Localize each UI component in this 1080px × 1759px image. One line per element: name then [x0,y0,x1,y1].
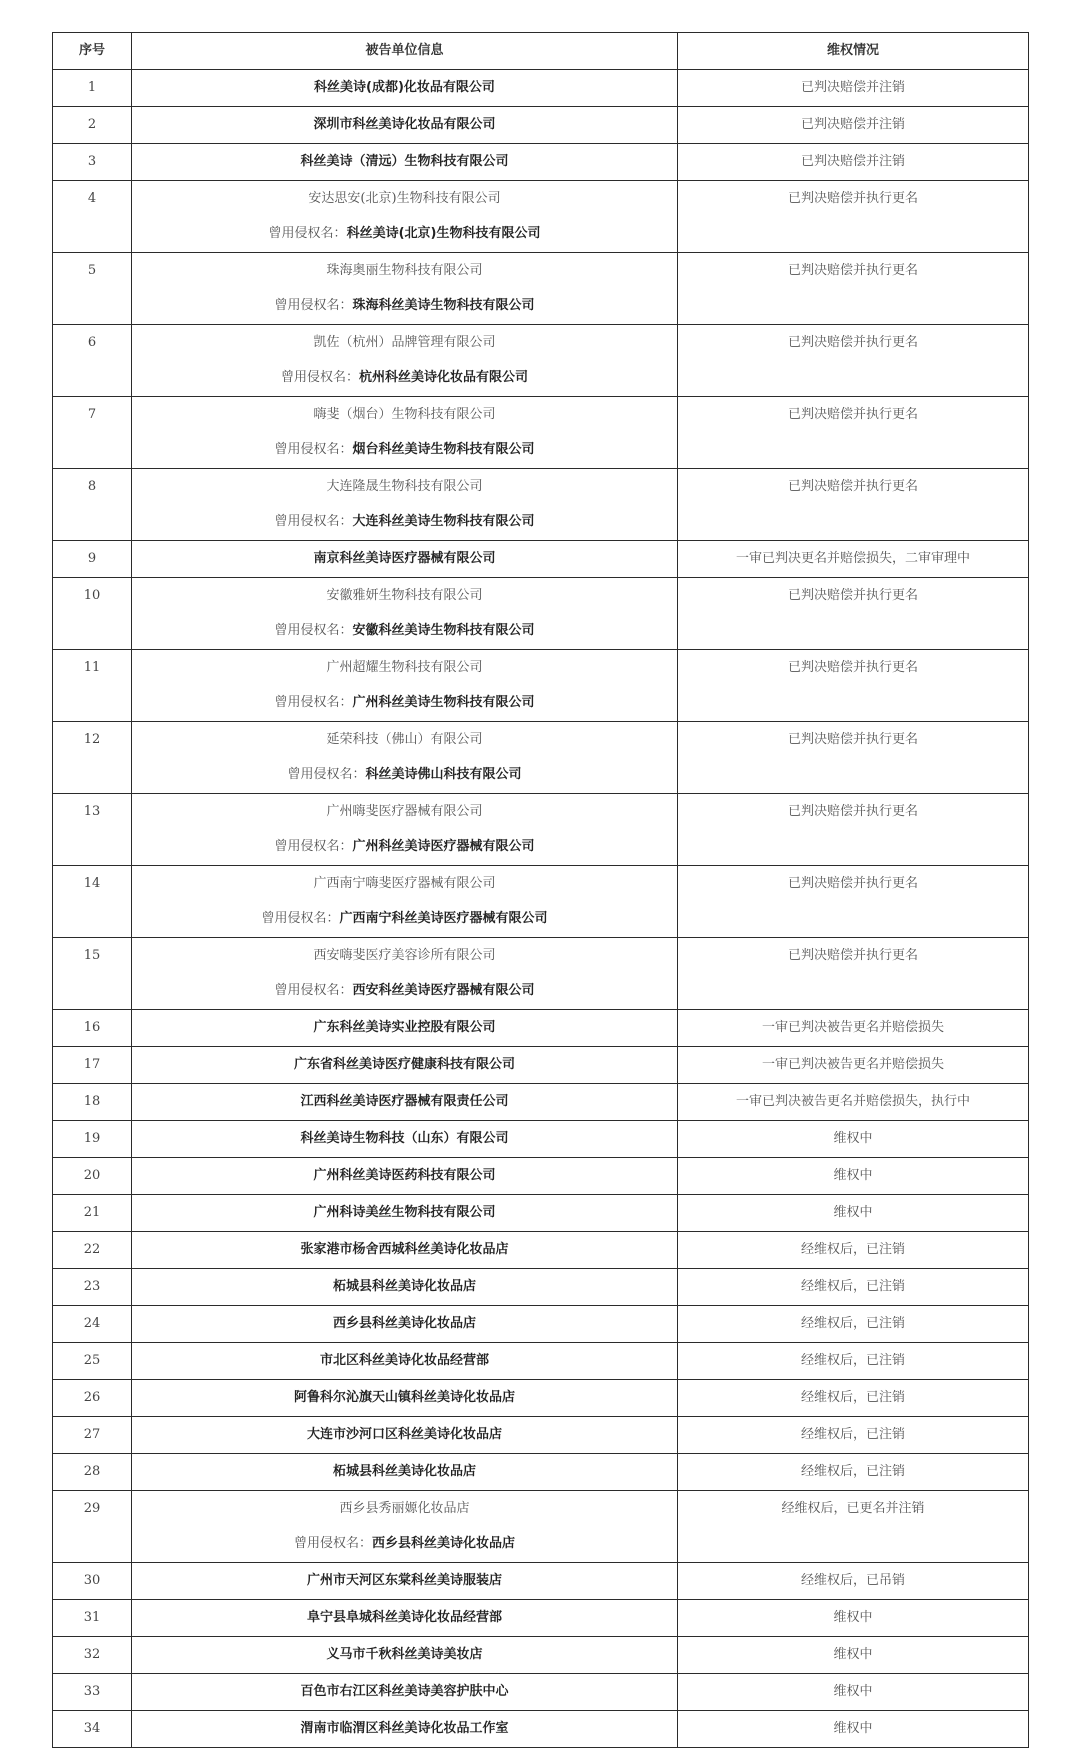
row-index: 10 [53,578,132,650]
former-name-label: 曾用侵权名： [274,442,353,457]
former-name-line [132,901,677,936]
table-row [53,1010,1029,1047]
status-cell: 经维权后，已注销 [678,1454,1029,1491]
status-cell: 已判决赔偿并执行更名 [678,578,1029,650]
status-cell: 维权中 [678,1195,1029,1232]
status-cell: 经维权后，已更名并注销 [678,1491,1029,1563]
former-company-name: 珠海科丝美诗生物科技有限公司 [352,298,535,313]
company-name: 西乡县科丝美诗化妆品店 [332,1316,476,1331]
row-index: 6 [53,325,132,397]
row-index: 28 [53,1454,132,1491]
status-cell: 一审已判决更名并赔偿损失，二审审理中 [678,541,1029,578]
status-cell: 经维权后，已注销 [678,1306,1029,1343]
company-name: 阜宁县阜城科丝美诗化妆品经营部 [306,1610,502,1625]
status-cell: 已判决赔偿并执行更名 [678,325,1029,397]
row-index: 17 [53,1047,132,1084]
former-company-name: 科丝美诗佛山科技有限公司 [365,767,522,782]
company-name: 科丝美诗生物科技（山东）有限公司 [300,1131,509,1146]
former-name-label: 曾用侵权名： [261,911,340,926]
former-company-name: 安徽科丝美诗生物科技有限公司 [352,623,535,638]
table-row [53,469,1029,541]
defendant-cell [132,1047,678,1084]
company-name: 张家港市杨舍西城科丝美诗化妆品店 [300,1242,509,1257]
table-row [53,1417,1029,1454]
defendant-cell [132,1417,678,1454]
row-index: 25 [53,1343,132,1380]
status-cell: 已判决赔偿并注销 [678,70,1029,107]
former-name-line [132,216,677,251]
table-row [53,253,1029,325]
table-row [53,1343,1029,1380]
row-index: 27 [53,1417,132,1454]
company-name: 科丝美诗（清远）生物科技有限公司 [300,154,509,169]
former-company-name: 广州科丝美诗医疗器械有限公司 [352,839,535,854]
defendant-cell [132,1454,678,1491]
defendant-cell [132,107,678,144]
defendant-cell [132,1674,678,1711]
infringement-table [52,32,1029,1748]
defendant-cell [132,1711,678,1748]
table-row [53,70,1029,107]
defendant-cell [132,1380,678,1417]
table-row [53,1269,1029,1306]
current-company-name: 大连隆晟生物科技有限公司 [326,479,483,494]
current-company-name: 广州嗨斐医疗器械有限公司 [326,804,483,819]
defendant-cell [132,1637,678,1674]
former-name-line [132,685,677,720]
row-index: 1 [53,70,132,107]
former-name-label: 曾用侵权名： [268,226,347,241]
defendant-cell [132,866,678,938]
defendant-cell [132,541,678,578]
table-row [53,866,1029,938]
status-cell: 经维权后，已吊销 [678,1563,1029,1600]
company-name: 深圳市科丝美诗化妆品有限公司 [313,117,496,132]
former-company-name: 西乡县科丝美诗化妆品店 [372,1536,516,1551]
current-company-name: 西安嗨斐医疗美容诊所有限公司 [313,948,496,963]
row-index: 18 [53,1084,132,1121]
former-name-line [132,757,677,792]
table-row [53,1121,1029,1158]
row-index: 22 [53,1232,132,1269]
row-index: 3 [53,144,132,181]
former-name-line [132,1526,677,1561]
defendant-cell [132,1343,678,1380]
table-row [53,181,1029,253]
defendant-cell [132,1306,678,1343]
status-cell: 一审已判决被告更名并赔偿损失，执行中 [678,1084,1029,1121]
row-index: 32 [53,1637,132,1674]
defendant-cell [132,578,678,650]
former-name-label: 曾用侵权名： [274,623,353,638]
table-row [53,578,1029,650]
row-index: 13 [53,794,132,866]
defendant-cell [132,253,678,325]
former-name-label: 曾用侵权名： [274,839,353,854]
company-name: 广州科诗美丝生物科技有限公司 [313,1205,496,1220]
status-cell: 一审已判决被告更名并赔偿损失 [678,1010,1029,1047]
row-index: 34 [53,1711,132,1748]
former-name-label: 曾用侵权名： [287,767,366,782]
header-defendant: 被告单位信息 [132,33,678,70]
defendant-cell [132,1121,678,1158]
former-company-name: 广州科丝美诗生物科技有限公司 [352,695,535,710]
defendant-cell [132,181,678,253]
current-company-name: 延荣科技（佛山）有限公司 [326,732,483,747]
company-name: 柘城县科丝美诗化妆品店 [332,1279,476,1294]
current-company-name: 西乡县秀丽嫄化妆品店 [339,1501,470,1516]
table-row [53,794,1029,866]
company-name: 义马市千秋科丝美诗美妆店 [326,1647,483,1662]
row-index: 29 [53,1491,132,1563]
status-cell: 维权中 [678,1637,1029,1674]
former-company-name: 广西南宁科丝美诗医疗器械有限公司 [339,911,548,926]
former-name-line [132,613,677,648]
table-row [53,1084,1029,1121]
status-cell: 已判决赔偿并执行更名 [678,397,1029,469]
current-company-name: 安徽雅妍生物科技有限公司 [326,588,483,603]
row-index: 15 [53,938,132,1010]
header-index: 序号 [53,33,132,70]
current-company-name: 珠海奥丽生物科技有限公司 [326,263,483,278]
former-company-name: 科丝美诗(北京)生物科技有限公司 [346,226,541,241]
former-name-line [132,829,677,864]
table-row [53,722,1029,794]
status-cell: 已判决赔偿并执行更名 [678,650,1029,722]
company-name: 阿鲁科尔沁旗天山镇科丝美诗化妆品店 [293,1390,515,1405]
company-name: 柘城县科丝美诗化妆品店 [332,1464,476,1479]
table-body [53,70,1029,1748]
table-row [53,1674,1029,1711]
former-company-name: 大连科丝美诗生物科技有限公司 [352,514,535,529]
table-row [53,1158,1029,1195]
status-cell: 维权中 [678,1158,1029,1195]
table-row [53,1306,1029,1343]
status-cell: 维权中 [678,1711,1029,1748]
defendant-cell [132,144,678,181]
table-row [53,1637,1029,1674]
status-cell: 已判决赔偿并注销 [678,144,1029,181]
status-cell: 已判决赔偿并执行更名 [678,181,1029,253]
row-index: 26 [53,1380,132,1417]
company-name: 江西科丝美诗医疗器械有限责任公司 [300,1094,509,1109]
row-index: 8 [53,469,132,541]
former-company-name: 杭州科丝美诗化妆品有限公司 [359,370,529,385]
company-name: 广州市天河区东棠科丝美诗服装店 [306,1573,502,1588]
defendant-cell [132,469,678,541]
former-name-line [132,360,677,395]
defendant-cell [132,70,678,107]
row-index: 11 [53,650,132,722]
current-company-name: 安达思安(北京)生物科技有限公司 [308,191,501,206]
row-index: 5 [53,253,132,325]
header-status: 维权情况 [678,33,1029,70]
table-row [53,397,1029,469]
former-name-line [132,288,677,323]
table-row [53,325,1029,397]
table-row [53,1454,1029,1491]
table-row [53,938,1029,1010]
former-name-label: 曾用侵权名： [293,1536,372,1551]
former-name-label: 曾用侵权名： [274,514,353,529]
defendant-cell [132,1195,678,1232]
status-cell: 已判决赔偿并执行更名 [678,722,1029,794]
company-name: 广东省科丝美诗医疗健康科技有限公司 [293,1057,515,1072]
former-name-label: 曾用侵权名： [274,298,353,313]
company-name: 南京科丝美诗医疗器械有限公司 [313,551,496,566]
row-index: 23 [53,1269,132,1306]
defendant-cell [132,1010,678,1047]
status-cell: 已判决赔偿并注销 [678,107,1029,144]
defendant-cell [132,1269,678,1306]
table-row [53,650,1029,722]
status-cell: 经维权后，已注销 [678,1343,1029,1380]
table-row [53,541,1029,578]
table-row [53,1711,1029,1748]
row-index: 20 [53,1158,132,1195]
defendant-cell [132,1600,678,1637]
company-name: 百色市右江区科丝美诗美容护肤中心 [300,1684,509,1699]
current-company-name: 凯佐（杭州）品牌管理有限公司 [313,335,496,350]
defendant-cell [132,1158,678,1195]
defendant-cell [132,1563,678,1600]
defendant-cell [132,794,678,866]
status-cell: 已判决赔偿并执行更名 [678,794,1029,866]
header-row [53,33,1029,70]
current-company-name: 嗨斐（烟台）生物科技有限公司 [313,407,496,422]
status-cell: 已判决赔偿并执行更名 [678,866,1029,938]
status-cell: 维权中 [678,1674,1029,1711]
status-cell: 经维权后，已注销 [678,1232,1029,1269]
company-name: 科丝美诗(成都)化妆品有限公司 [314,80,495,95]
company-name: 市北区科丝美诗化妆品经营部 [319,1353,489,1368]
status-cell: 已判决赔偿并执行更名 [678,469,1029,541]
company-name: 广州科丝美诗医药科技有限公司 [313,1168,496,1183]
status-cell: 已判决赔偿并执行更名 [678,253,1029,325]
former-name-line [132,432,677,467]
row-index: 14 [53,866,132,938]
status-cell: 经维权后，已注销 [678,1269,1029,1306]
row-index: 30 [53,1563,132,1600]
current-company-name: 广州超耀生物科技有限公司 [326,660,483,675]
former-name-label: 曾用侵权名： [280,370,359,385]
former-name-label: 曾用侵权名： [274,983,353,998]
row-index: 12 [53,722,132,794]
status-cell: 一审已判决被告更名并赔偿损失 [678,1047,1029,1084]
defendant-cell [132,1491,678,1563]
row-index: 31 [53,1600,132,1637]
former-name-line [132,504,677,539]
row-index: 9 [53,541,132,578]
row-index: 4 [53,181,132,253]
current-company-name: 广西南宁嗨斐医疗器械有限公司 [313,876,496,891]
row-index: 2 [53,107,132,144]
row-index: 16 [53,1010,132,1047]
status-cell: 维权中 [678,1600,1029,1637]
table-row [53,1195,1029,1232]
former-name-label: 曾用侵权名： [274,695,353,710]
row-index: 24 [53,1306,132,1343]
defendant-cell [132,1084,678,1121]
table-row [53,107,1029,144]
defendant-cell [132,1232,678,1269]
table-row [53,1232,1029,1269]
table-row [53,1380,1029,1417]
status-cell: 经维权后，已注销 [678,1417,1029,1454]
company-name: 渭南市临渭区科丝美诗化妆品工作室 [300,1721,509,1736]
table-row [53,144,1029,181]
defendant-cell [132,397,678,469]
company-name: 大连市沙河口区科丝美诗化妆品店 [306,1427,502,1442]
company-name: 广东科丝美诗实业控股有限公司 [313,1020,496,1035]
row-index: 19 [53,1121,132,1158]
former-company-name: 西安科丝美诗医疗器械有限公司 [352,983,535,998]
status-cell: 经维权后，已注销 [678,1380,1029,1417]
table-row [53,1047,1029,1084]
table-row [53,1600,1029,1637]
row-index: 21 [53,1195,132,1232]
defendant-cell [132,938,678,1010]
former-company-name: 烟台科丝美诗生物科技有限公司 [352,442,535,457]
former-name-line [132,973,677,1008]
table-row [53,1491,1029,1563]
status-cell: 已判决赔偿并执行更名 [678,938,1029,1010]
row-index: 7 [53,397,132,469]
defendant-cell [132,325,678,397]
table-row [53,1563,1029,1600]
defendant-cell [132,722,678,794]
status-cell: 维权中 [678,1121,1029,1158]
defendant-cell [132,650,678,722]
row-index: 33 [53,1674,132,1711]
